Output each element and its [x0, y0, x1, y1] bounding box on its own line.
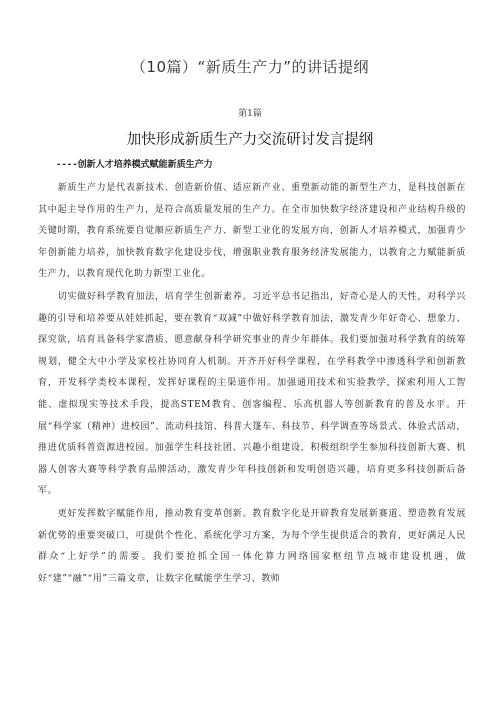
paragraph: 新质生产力是代表新技术、创造新价值、适应新产业、重塑新动能的新型生产力，是科技创新在其中起主导作用的生产力，是符合高质量发展的生产力。在全市加快数字经济建设和产业结构升级的关键时期，教育系统要自觉顺应新质生产力、新型工业化的发展方向，创新人才培养模式，加强青少年创新能力培养，加快教育数字化建设步伐，增强职业教育服务经济发展能力，以教育之力赋能新质生产力，以教育现代化助力新型工业化。 — [38, 183, 466, 280]
document-main-title: （10篇）“新质生产力”的讲话提纲 — [130, 58, 370, 76]
paragraph: 切实做好科学教育加法，培育学生创新素养。习近平总书记指出，好奇心是人的天性，对科学兴趣的引导和培养要从娃娃抓起，要在教育“双减”中做好科学教育加法，激发青少年好奇心、想象力、探究欲，培育具备科学家潜质、愿意献身科学研究事业的青少年群体。我们要加强对科学教育的统筹规划，健全大中小学及家校社协同育人机制。开齐开好科学课程，在学科教学中渗透科学和创新教育，开发科学类校本课程，发挥好课程的主渠道作用。加强通用技术和实验教学，探索利用人工智能、虚拟现实等技术手段，提高STEM教育、创客编程、乐高机器人等创新教育的普及水平。开展“科学家（精神）进校园”、流动科技馆、科普大篷车、科技节、科学调查等场景式、体验式活动，推进优质科普资源进校园。加强学生科技社团、兴趣小组建设，积极组织学生参加科技创新大赛、机器人创客大赛等科学教育品牌活动，激发青少年科技创新和发明创造兴趣，培育更多科技创新后备军。 — [38, 291, 466, 497]
part-label: 第1篇 — [238, 109, 262, 119]
section-title: 加快形成新质生产力交流研讨发言提纲 — [126, 132, 374, 148]
document-body — [38, 178, 466, 590]
section-subtitle: ----创新人才培养模式赋能新质生产力 — [56, 160, 213, 170]
paragraph: 更好发挥数字赋能作用，推动教育变革创新。教育数字化是开辟教育发展新赛道、塑造教育发展新优势的重要突破口，可提供个性化、系统化学习方案，为每个学生提供适合的教育，更好满足人民群众“上好学”的需要。我们要抢抓全国一体化算力网络国家枢纽节点城市建设机遇，做好“建”“融”“用”三篇文章，让数字化赋能学生学习、教师 — [38, 508, 466, 584]
